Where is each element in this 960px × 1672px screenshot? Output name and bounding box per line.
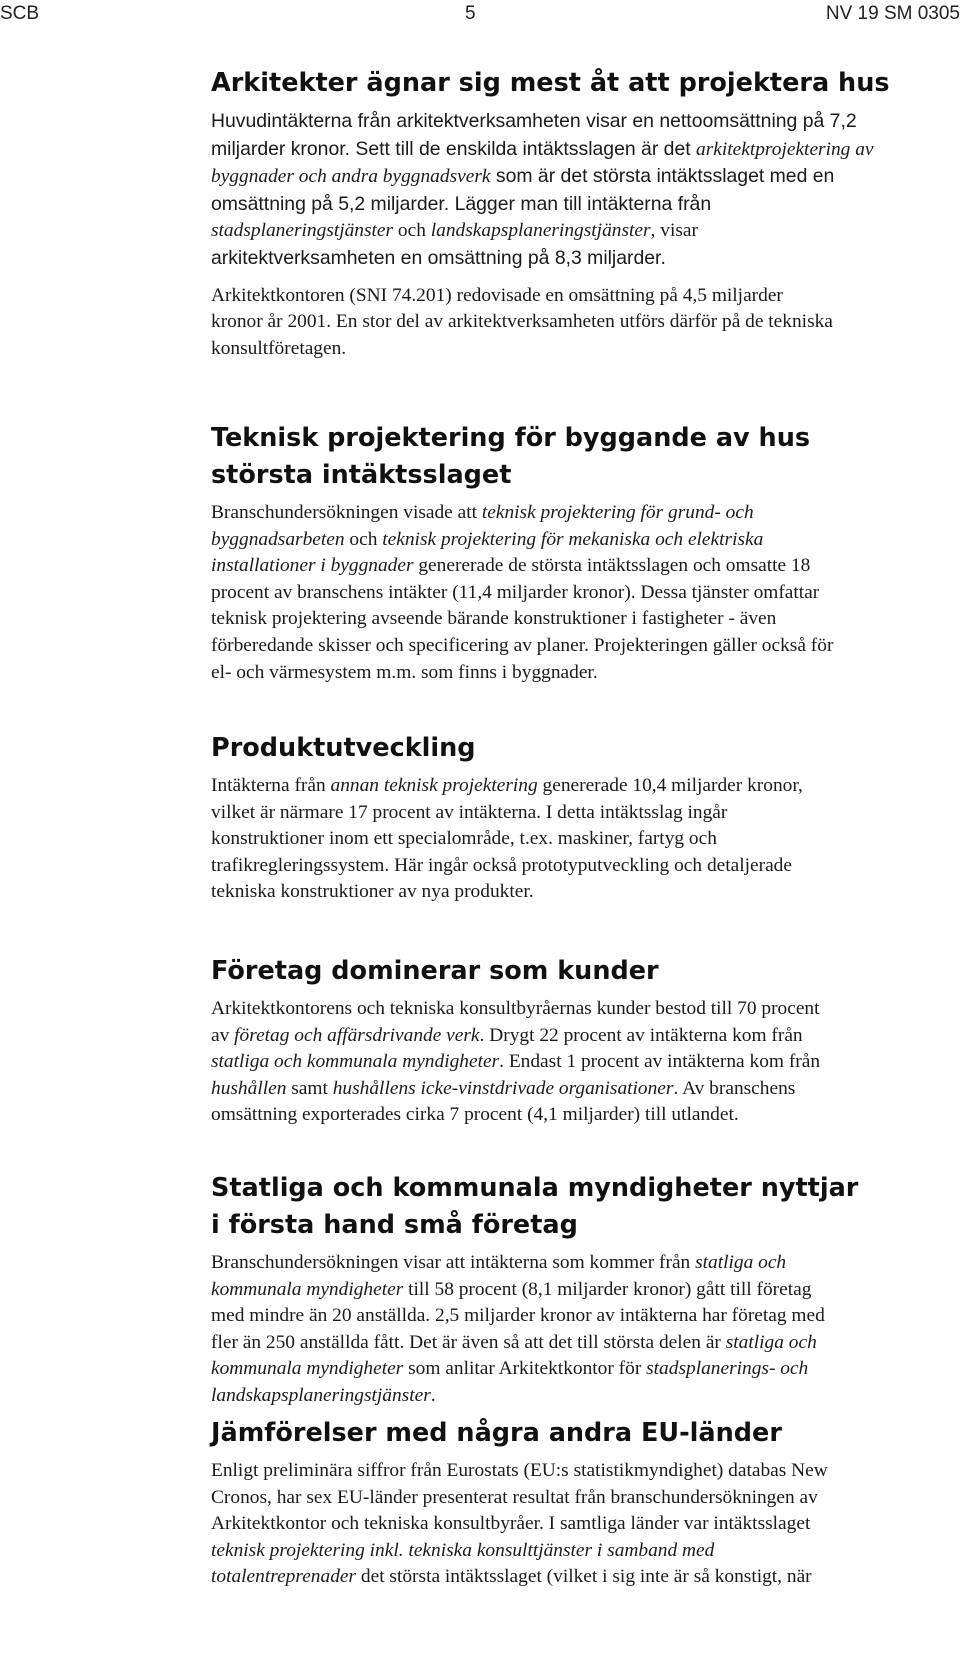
emphasis-text: kommunala myndigheter <box>211 1278 404 1300</box>
text-line <box>211 1383 960 1410</box>
emphasis-text: landskapsplaneringstjänster <box>211 1384 431 1406</box>
body-text: till 58 procent (8,1 miljarder kronor) gått till företag <box>403 1278 812 1300</box>
body-text: teknisk projektering avseende bärande konstruktioner i fastigheter - även <box>211 608 777 630</box>
body-text: el- och värmesystem m.m. som finns i byggnader. <box>211 661 598 683</box>
body-text: Intäkterna från <box>211 775 331 796</box>
text-line <box>211 826 960 853</box>
body-text: förberedande skisser och specificering av planer. Projekteringen gäller också för <box>211 634 834 656</box>
emphasis-text: hushållen <box>211 1077 287 1099</box>
emphasis-text: statliga och kommunala myndigheter <box>211 1051 500 1073</box>
emphasis-text: kommunala myndigheter <box>211 1358 404 1380</box>
body-text: och <box>393 220 431 242</box>
text-line <box>211 1250 960 1277</box>
paragraph <box>211 773 960 906</box>
text-line <box>211 527 960 554</box>
body-text: vilket är närmare 17 procent av intäkterna. I detta intäktsslag ingår <box>211 801 728 823</box>
text-line <box>211 191 960 219</box>
paragraph <box>211 996 960 1129</box>
text-line <box>211 336 960 363</box>
body-text: genererade 10,4 miljarder kronor, <box>537 775 803 796</box>
heading-line: Produktutveckling <box>211 733 476 763</box>
page-header <box>0 0 960 30</box>
emphasis-text: företag och affärsdrivande verk <box>234 1024 480 1046</box>
heading-line: i första hand små företag <box>211 1210 578 1240</box>
body-text: det största intäktsslaget (vilket i sig inte är så konstigt, när <box>356 1566 812 1588</box>
section-4 <box>211 953 960 1129</box>
text-line <box>211 879 960 906</box>
text-line <box>211 1023 960 1050</box>
body-text: med mindre än 20 anställda. 2,5 miljarder kronor av intäkterna har företag med <box>211 1305 825 1327</box>
body-text: Cronos, har sex EU-länder presenterat resultat från branschundersökningen av <box>211 1486 818 1508</box>
emphasis-text: annan teknisk projektering <box>330 775 538 796</box>
body-text: och <box>344 528 383 550</box>
heading-line: största intäktsslaget <box>211 460 512 490</box>
text-line <box>211 1330 960 1357</box>
text-line <box>211 1564 960 1591</box>
body-text: konsultföretagen. <box>211 337 347 359</box>
emphasis-text: stadsplaneringstjänster <box>211 220 394 242</box>
text-line <box>211 1102 960 1129</box>
text-line <box>211 1277 960 1304</box>
emphasis-text: teknisk projektering för mekaniska och elektriska <box>382 528 764 550</box>
emphasis-text: byggnadsarbeten <box>211 528 345 550</box>
emphasis-text: landskapsplaneringstjänster <box>430 220 651 242</box>
body-text: . <box>430 1384 436 1406</box>
body-text: tekniska konstruktioner av nya produkter. <box>211 881 534 903</box>
text-line <box>211 218 960 245</box>
heading-line: Statliga och kommunala myndigheter nyttjar <box>211 1173 859 1203</box>
text-line <box>211 1076 960 1103</box>
section-2 <box>211 420 960 686</box>
section-1 <box>211 65 960 362</box>
text-line <box>211 996 960 1023</box>
paragraph <box>211 108 960 273</box>
emphasis-text: statliga och <box>695 1252 787 1273</box>
body-text: kronor år 2001. En stor del av arkitektverksamheten utförs därför på de tekniska <box>211 311 833 333</box>
report-code: NV 19 SM 0305 <box>825 3 960 24</box>
emphasis-text: statliga och <box>725 1331 817 1353</box>
body-text: trafikregleringssystem. Här ingår också prototyputveckling och detaljerade <box>211 854 792 876</box>
body-text: som anlitar Arkitektkontor för <box>403 1358 647 1380</box>
text-line <box>211 800 960 827</box>
heading-line: Jämförelser med några andra EU-länder <box>211 1418 782 1448</box>
page-number: 5 <box>465 3 476 24</box>
text-line <box>211 245 960 273</box>
heading-line: Företag dominerar som kunder <box>211 956 659 986</box>
section-heading <box>211 1170 960 1244</box>
text-line <box>211 1538 960 1565</box>
text-line <box>211 606 960 633</box>
body-text: Branschundersökningen visar att intäkterna som kommer från <box>211 1252 696 1273</box>
body-text: . Drygt 22 procent av intäkterna kom från <box>479 1024 803 1046</box>
emphasis-text: totalentreprenader <box>211 1566 357 1588</box>
section-6 <box>211 1415 960 1591</box>
text-line <box>211 1303 960 1330</box>
section-heading <box>211 420 960 494</box>
body-text: samt <box>286 1077 333 1099</box>
emphasis-text: hushållens icke-vinstdrivade organisationer <box>332 1077 674 1099</box>
text-line <box>211 1511 960 1538</box>
heading-line: Teknisk projektering för byggande av hus <box>211 423 811 453</box>
body-text: procent av branschens intäkter (11,4 miljarder kronor). Dessa tjänster omfattar <box>211 581 820 603</box>
body-text: Branschundersökningen visade att <box>211 502 482 523</box>
section-heading <box>211 953 960 990</box>
body-text: , visar <box>650 220 698 242</box>
emphasis-text: teknisk projektering för grund- och <box>481 502 754 523</box>
body-text: arkitektverksamheten en omsättning på 8,3 miljarder. <box>211 246 666 269</box>
text-line <box>211 1049 960 1076</box>
emphasis-text: installationer i byggnader <box>211 555 414 577</box>
text-line <box>211 283 960 310</box>
body-text: genererade de största intäktsslagen och omsatte 18 <box>413 555 811 577</box>
text-line <box>211 580 960 607</box>
paragraph <box>211 1458 960 1591</box>
text-line <box>211 163 960 191</box>
section-5 <box>211 1170 960 1410</box>
text-line <box>211 136 960 164</box>
text-line <box>211 1458 960 1485</box>
text-line <box>211 500 960 527</box>
section-heading <box>211 65 960 102</box>
text-line <box>211 660 960 687</box>
body-text: som är det största intäktsslaget med en <box>490 165 835 188</box>
text-line <box>211 633 960 660</box>
body-text: omsättning på 5,2 miljarder. Lägger man till intäkterna från <box>211 192 712 215</box>
body-text: . Av branschens <box>673 1077 796 1099</box>
header-publisher: SCB <box>0 3 40 24</box>
text-line <box>211 108 960 136</box>
text-line <box>211 1356 960 1383</box>
section-heading <box>211 730 960 767</box>
body-text: Huvudintäkterna från arkitektverksamheten visar en nettoomsättning på 7,2 <box>211 110 857 132</box>
body-text: av <box>211 1024 235 1046</box>
body-text: Arkitektkontor och tekniska konsultbyråer. I samtliga länder var intäktsslaget <box>211 1513 811 1535</box>
text-line <box>211 853 960 880</box>
heading-line: Arkitekter ägnar sig mest åt att projektera hus <box>211 68 890 98</box>
paragraph <box>211 500 960 686</box>
text-line <box>211 1485 960 1512</box>
body-text: Arkitektkontorens och tekniska konsultbyråernas kunder bestod till 70 procent <box>211 998 820 1019</box>
section-3 <box>211 730 960 906</box>
emphasis-text: stadsplanerings- och <box>646 1358 809 1380</box>
paragraph <box>211 1250 960 1410</box>
emphasis-text: arkitektprojektering av <box>696 138 874 160</box>
text-line <box>211 773 960 800</box>
body-text: fler än 250 anställda fått. Det är även så att det till största delen är <box>211 1331 726 1353</box>
body-text: konstruktioner inom ett specialområde, t.ex. maskiner, fartyg och <box>211 828 717 850</box>
text-line <box>211 309 960 336</box>
body-text: Enligt preliminära siffror från Eurostats (EU:s statistikmyndighet) databas New <box>211 1460 828 1481</box>
paragraph <box>211 283 960 363</box>
emphasis-text: teknisk projektering inkl. tekniska konsulttjänster i samband med <box>211 1539 715 1561</box>
section-heading <box>211 1415 960 1452</box>
body-text: omsättning exporterades cirka 7 procent (4,1 miljarder) till utlandet. <box>211 1104 739 1126</box>
emphasis-text: byggnader och andra byggnadsverk <box>211 166 491 188</box>
text-line <box>211 553 960 580</box>
body-text: Arkitektkontoren (SNI 74.201) redovisade en omsättning på 4,5 miljarder <box>211 284 783 306</box>
body-text: . Endast 1 procent av intäkterna kom från <box>499 1051 821 1073</box>
body-text: miljarder kronor. Sett till de enskilda intäktsslagen är det <box>211 137 697 160</box>
